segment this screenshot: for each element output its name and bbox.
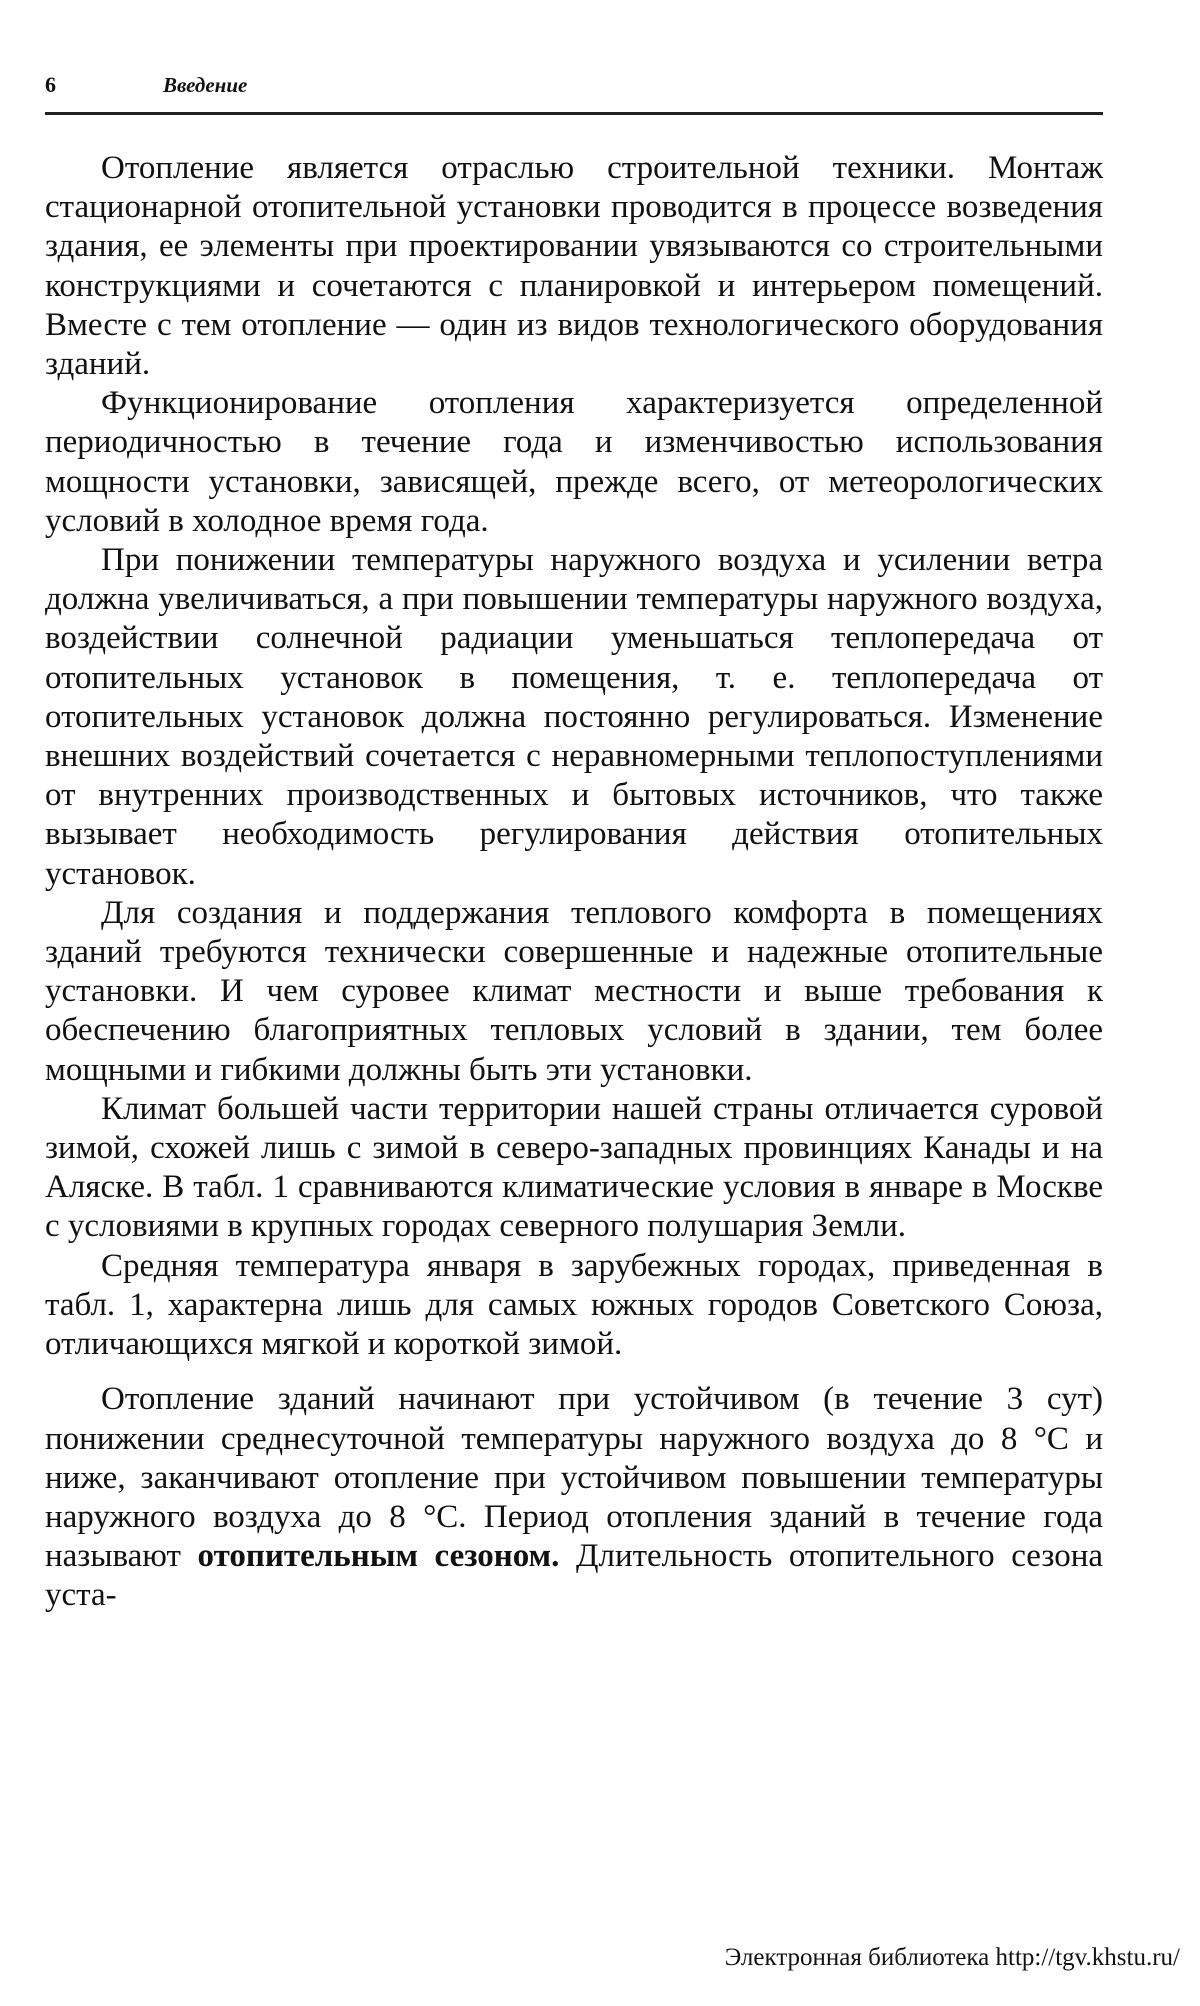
paragraph-heating-definition: Отопление является отраслью строительной техники. Монтаж стационарной отопительной установки проводится в процессе возведения здания, ее элементы при проектировании увязываются со строительными конструкциями и сочетаются с планировкой и интерьером помещений. Вместе с тем отопление — один из видов технологического оборудования зданий. <box>45 150 1103 383</box>
page-number: 6 <box>45 72 56 97</box>
paragraph-heat-regulation: При понижении температуры наружного воздуха и усилении ветра должна увеличиваться, а при повышении температуры наружного воздуха, воздействии солнечной радиации уменьшаться теплопередача от отопительных установок в помещения, т. е. теплопередача от отопительных установок должна постоянно регулироваться. Изменение внешних воздействий сочетается с неравномерными теплопоступлениями от внутренних производственных и бытовых источников, что также вызывает необходимость регулирования действия отопительных установок. <box>45 542 1103 892</box>
heating-season-text-after: Длительность отопительного сезона уста- <box>45 1538 1103 1614</box>
paragraph-heating-season <box>45 1380 1103 1615</box>
section-title: Введение <box>163 73 248 97</box>
heating-season-term: отопительным сезоном. <box>197 1538 560 1575</box>
paragraph-thermal-comfort: Для создания и поддержания теплового комфорта в помещениях зданий требуются технически совершенные и надежные отопительные установки. И чем суровее климат местности и выше требования к обеспечению благоприятных тепловых условий в здании, тем более мощными и гибкими должны быть эти установки. <box>45 894 1103 1088</box>
paragraph-climate: Климат большей части территории нашей страны отличается суровой зимой, схожей лишь с зимой в северо-западных провинциях Канады и на Аляске. В табл. 1 сравниваются климатические условия в январе в Москве с условиями в крупных городах северного полушария Земли. <box>45 1090 1103 1245</box>
body-text <box>45 149 1103 1616</box>
paragraph-january-temperature: Средняя температура января в зарубежных городах, приведенная в табл. 1, характерна лишь для самых южных городов Советского Союза, отличающихся мягкой и короткой зимой. <box>45 1247 1103 1363</box>
book-page <box>45 72 1103 1616</box>
library-credit: Электронная библиотека http://tgv.khstu.ru/ <box>724 1944 1180 1971</box>
running-header <box>45 72 1103 112</box>
heating-season-text-before: Отопление зданий начинают при устойчивом (в течение 3 сут) понижении среднесуточной температуры наружного воздуха до 8 °С и ниже, заканчивают отопление при устойчивом повышении температуры наружного воздуха до 8 °С. Период отопления зданий в течение года называют <box>45 1381 1103 1575</box>
paragraph-heating-periodicity: Функционирование отопления характеризуется определенной периодичностью в течение года и изменчивостью использования мощности установки, зависящей, прежде всего, от метеорологических условий в холодное время года. <box>45 385 1103 539</box>
header-rule <box>45 112 1103 115</box>
